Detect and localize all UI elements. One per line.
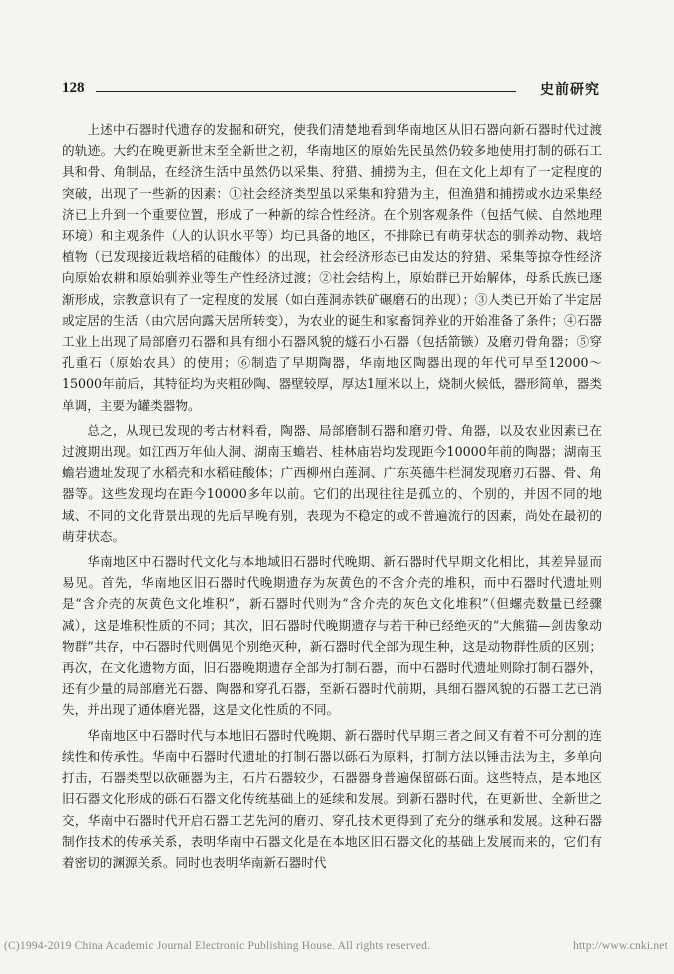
copyright-notice: (C)1994-2019 China Academic Journal Electronic Publishing House. All rights reserved. [4, 940, 431, 952]
article-body [62, 119, 602, 873]
paragraph: 华南地区中石器时代文化与本地域旧石器时代晚期、新石器时代早期文化相比，其差异显而易见。首先，华南地区旧石器时代晚期遗存为灰黄色的不含介壳的堆积，而中石器时代遗址则是“含介壳的灰黄色文化堆积”，新石器时代则为“含介壳的灰色文化堆积”（但螺壳数量已经骤减），这是堆积性质的不同；其次，旧石器时代晚期遗存与若干种已经绝灭的“大熊猫—剑齿象动物群”共存，中石器时代则偶见个别绝灭种，新石器时代全部为现生种，这是动物群性质的区别；再次，在文化遗物方面，旧石器晚期遗存全部为打制石器，而中石器时代遗址则除打制石器外，还有少量的局部磨光石器、陶器和穿孔石器，至新石器时代前期，具细石器风貌的石器工艺已消失，并出现了通体磨光器，这是文化性质的不同。 [62, 554, 602, 718]
paragraph: 华南地区中石器时代与本地旧石器时代晚期、新石器时代早期三者之间又有着不可分割的连续性和传承性。华南中石器时代遗址的打制石器以砾石为原料，打制方法以锤击法为主，多单向打击，石器类型以砍砸器为主，石片石器较少，石器器身普遍保留砾石面。这些特点，是本地区旧石器文化形成的砾石石器文化传统基础上的延续和发展。到新石器时代，在更新世、全新世之交，华南中石器时代开启石器工艺先河的磨刃、穿孔技术更得到了充分的继承和发展。这种石器制作技术的传承关系，表明华南中石器文化是在本地区旧石器文化的基础上发展而来的，它们有着密切的渊源关系。同时也表明华南新石器时代 [62, 727, 602, 870]
paragraph: 上述中石器时代遗存的发掘和研究，使我们清楚地看到华南地区从旧石器向新石器时代过渡的轨迹。大约在晚更新世末至全新世之初，华南地区的原始先民虽然仍较多地使用打制的砾石工具和骨、角制品，在经济生活中虽然仍以采集、狩猎、捕捞为主，但在文化上却有了一定程度的突破，出现了一些新的因素：①社会经济类型虽以采集和狩猎为主，但渔猎和捕捞或水边采集经济已上升到一个重要位置，形成了一种新的综合性经济。在个别客观条件（包括气候、自然地理环境）和主观条件（人的认识水平等）均已具备的地区，不排除已有萌芽状态的驯养动物、栽培植物（已发现接近栽培稻的硅酸体）的出现，社会经济形态已由发达的狩猎、采集等掠夺性经济向原始农耕和原始驯养业等生产性经济过渡；②社会结构上，原始群已开始解体，母系氏族已逐渐形成，宗教意识有了一定程度的发展（如白莲洞赤铁矿碾磨石的出现）；③人类已开始了半定居或定居的生活（由穴居向露天居所转变），为农业的诞生和家畜饲养业的开始准备了条件；④石器工业上出现了局部磨刃石器和具有细小石器风貌的燧石小石器（包括箭镞）及磨刃骨角器；⑤穿孔重石（原始农具）的使用；⑥制造了早期陶器，华南地区陶器出现的年代可早至12000～15000年前后，其特征均为夹粗砂陶、器壁较厚，厚达1厘米以上，烧制火候低，器形简单，器类单调，主要为罐类器物。 [62, 122, 602, 413]
header-rule [96, 91, 516, 92]
paragraph: 总之，从现已发现的考古材料看，陶器、局部磨制石器和磨刃骨、角器，以及农业因素已在过渡期出现。如江西万年仙人洞、湖南玉蟾岩、桂林庙岩均发现距今10000年前的陶器；湖南玉蟾岩遗址发现了水稻壳和水稻硅酸体；广西柳州白莲洞、广东英德牛栏洞发现磨刃石器、骨、角器等。这些发现均在距今10000多年以前。它们的出现往往是孤立的、个别的，并因不同的地域、不同的文化背景出现的先后早晚有别，表现为不稳定的或不普遍流行的因素，尚处在最初的萌芽状态。 [62, 422, 602, 544]
running-head: 史前研究 [540, 82, 600, 98]
page-number: 128 [62, 80, 85, 96]
page-header [62, 78, 602, 104]
footer-url: http://www.cnki.net [572, 940, 668, 952]
